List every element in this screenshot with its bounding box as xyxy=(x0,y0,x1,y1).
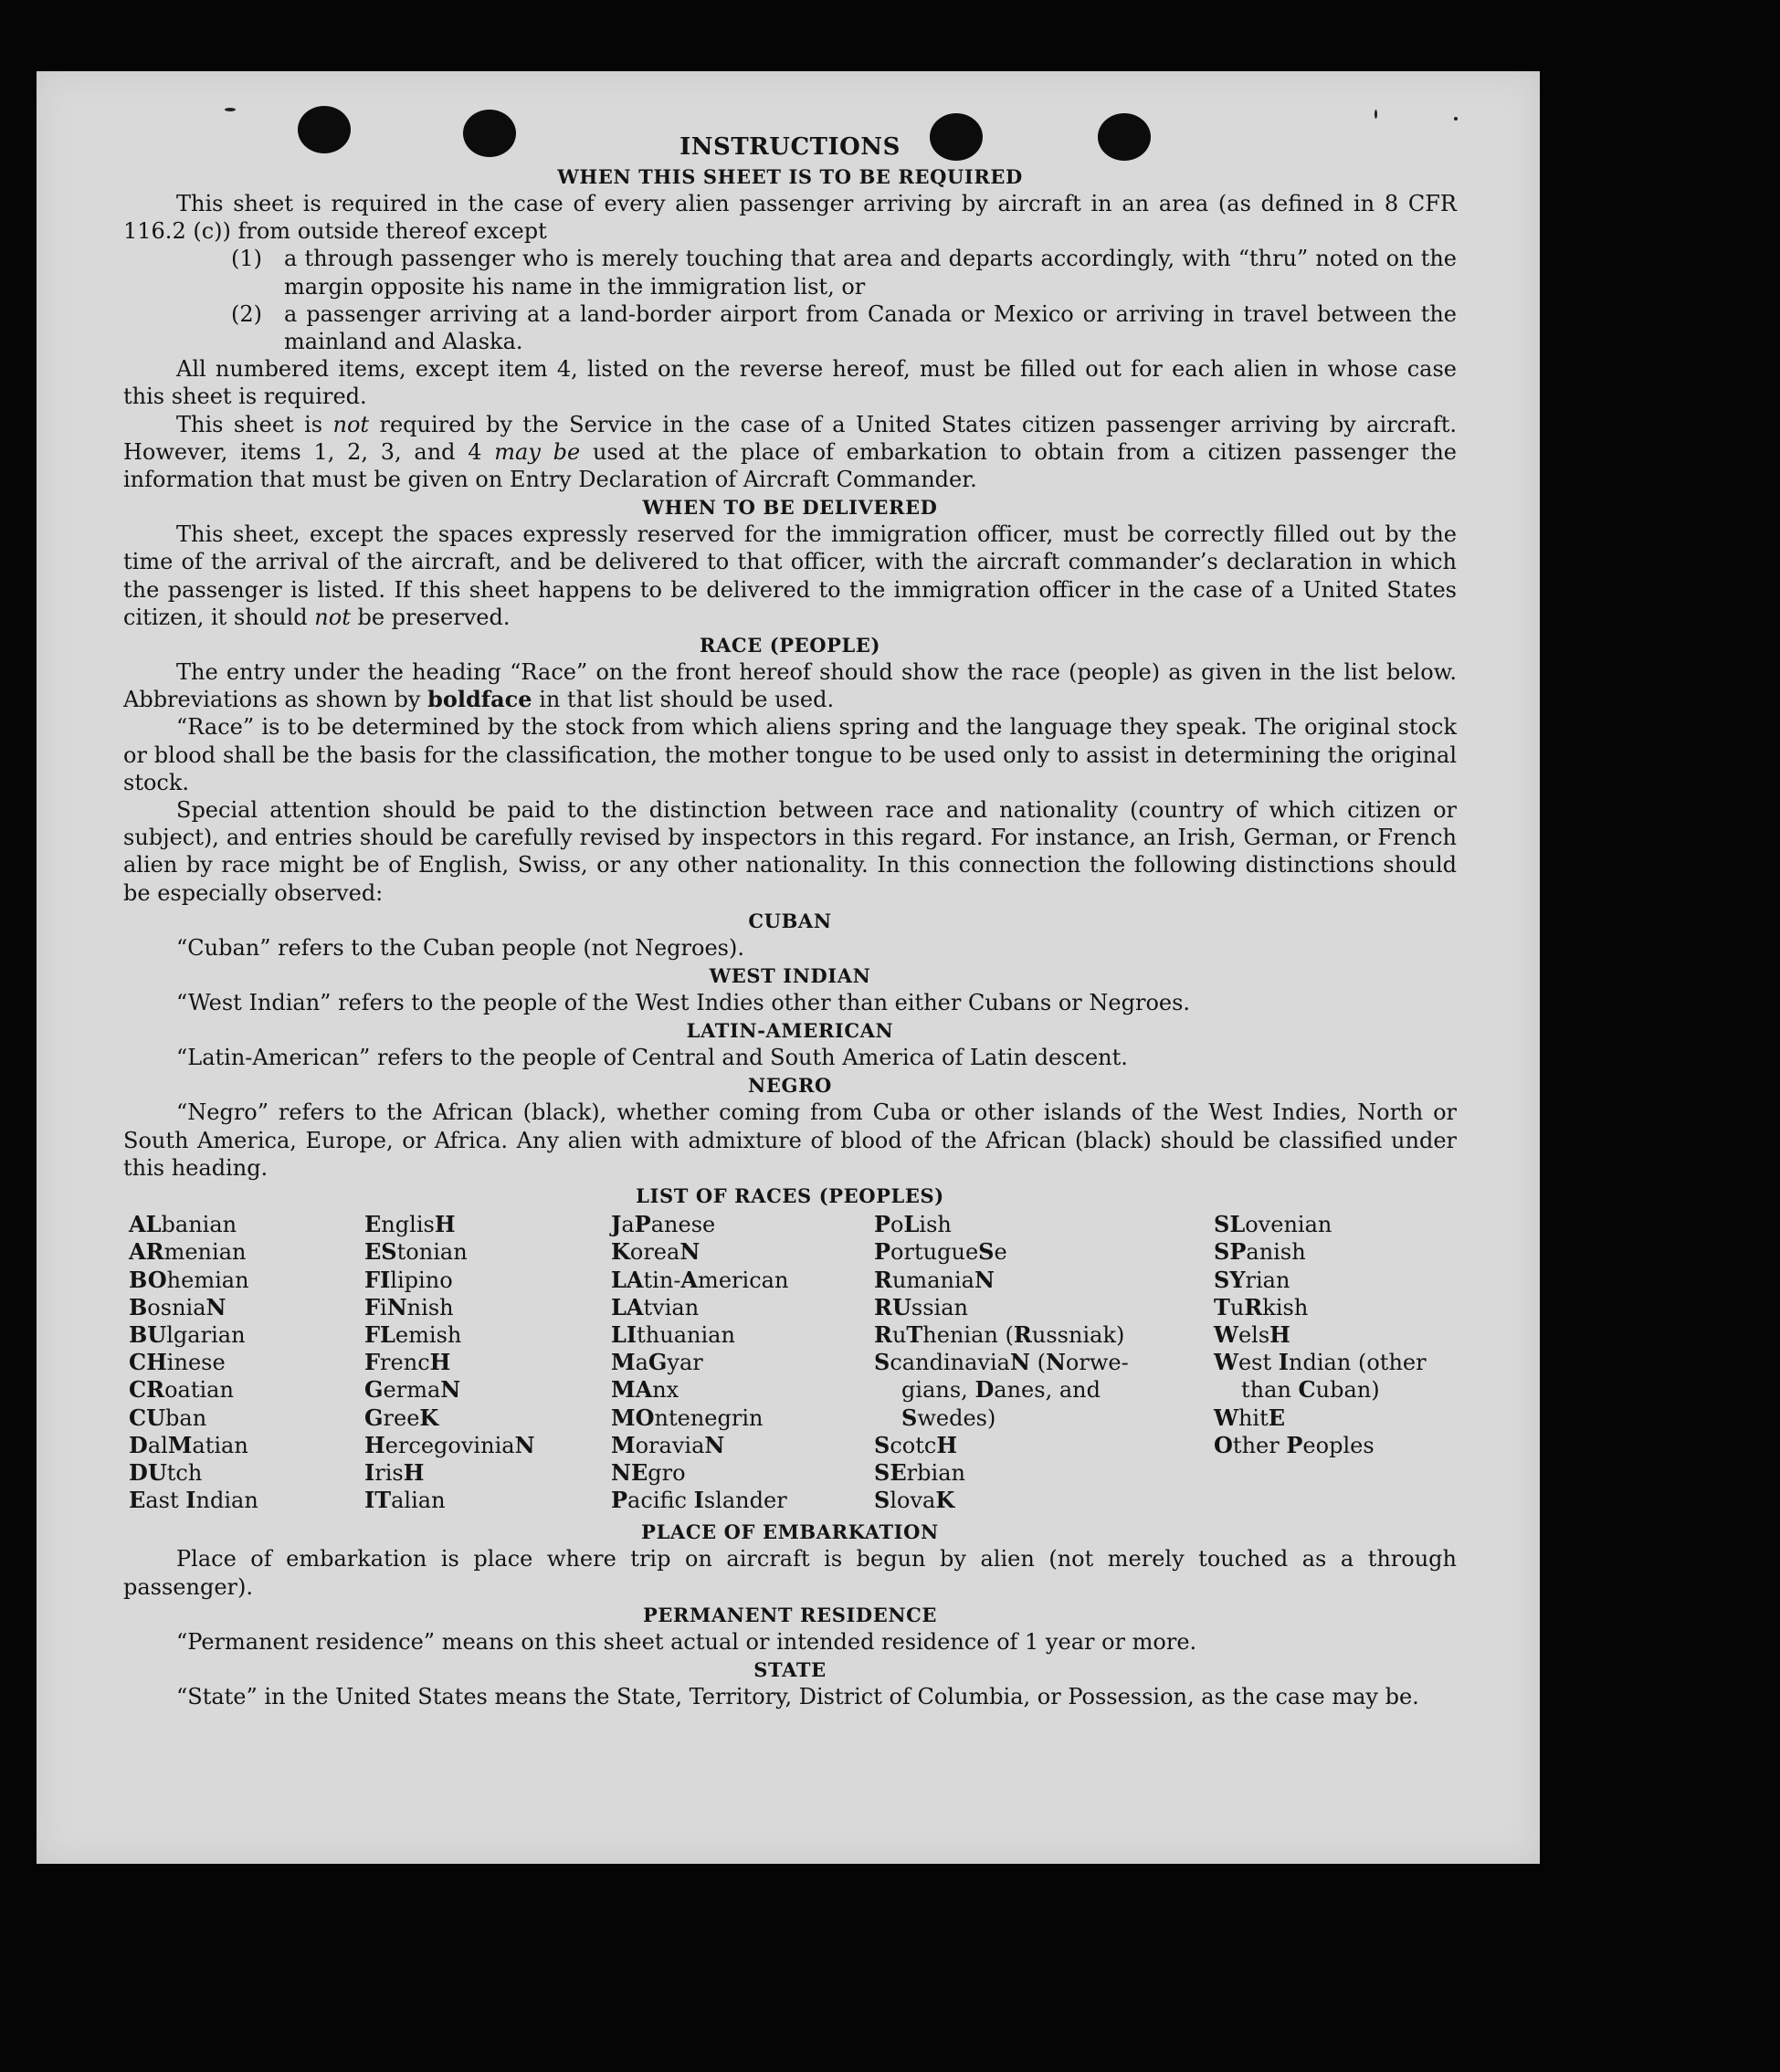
race-entry: TuRkish xyxy=(1214,1293,1309,1320)
heading-negro: NEGRO xyxy=(748,1074,832,1098)
item-text: a passenger arriving at a land-border airport from Canada or Mexico or arriving in travel between the mainland and Alaska. xyxy=(284,300,1457,355)
race-entry: Pacifc Islander xyxy=(611,1487,787,1514)
race-entry: GermaN xyxy=(364,1376,461,1404)
race-entry: GreeK xyxy=(364,1404,439,1431)
race-entry: ScotcH xyxy=(874,1431,958,1458)
race-column xyxy=(1214,1211,1453,1514)
definition: “West Indian” refers to the people of the West Indies other than either Cubans or Negroes. xyxy=(176,990,1191,1016)
race-entry: MAnx xyxy=(611,1376,679,1404)
heading-west-indian: WEST INDIAN xyxy=(709,964,871,988)
definition: “Negro” refers to the African (black), whether coming from Cuba or other islands of the West Indies, North or South America, Europe, or Africa. Any alien with admixture of blood of the African (black) should be classified under this heading. xyxy=(123,1099,1457,1181)
paragraph xyxy=(123,521,1457,631)
exceptions-list xyxy=(123,245,1457,355)
definition: “State” in the United States means the State, Territory, District of Columbia, or Possession, as the case may be. xyxy=(176,1683,1419,1709)
race-entry: FiNnish xyxy=(364,1293,454,1320)
race-entry: RumaniaN xyxy=(874,1266,995,1293)
heading-when-delivered: WHEN TO BE DELIVERED xyxy=(642,496,938,520)
emphasis-not: not xyxy=(314,604,351,630)
heading-when-required: WHEN THIS SHEET IS TO BE REQUIRED xyxy=(557,165,1023,188)
text-run: This sheet, except the spaces expressly reserved for the immigration officer, must be correctly filled out by the time of the arrival of the aircraft, and be delivered to that officer, with the aircraft commander’s declaration in which the passenger is listed. If this sheet happens to be delivered to the immigration officer in the case of a United States citizen, it should xyxy=(123,521,1457,630)
paragraph: This sheet is required in the case of every alien passenger arriving by aircraft in an area (as defined in 8 CFR 116.2 (c)) from outside thereof except xyxy=(123,191,1457,245)
emphasis-not: not xyxy=(332,411,370,437)
race-entry: ScandinaviaN (Norwe- xyxy=(874,1349,1129,1376)
race-entry: Swedes) xyxy=(901,1404,996,1431)
paragraph xyxy=(123,411,1457,494)
race-column xyxy=(611,1211,874,1514)
race-entry: LAtvian xyxy=(611,1293,700,1320)
race-entry: SLovenian xyxy=(1214,1211,1332,1238)
race-entry: BosniaN xyxy=(129,1293,226,1320)
document-sheet xyxy=(37,71,1540,1864)
race-entry: LIthuanian xyxy=(611,1320,735,1348)
heading-cuban: CUBAN xyxy=(748,909,832,932)
definition: “Permanent residence” means on this sheet actual or intended residence of 1 year or more. xyxy=(176,1628,1197,1655)
race-list xyxy=(123,1211,1457,1514)
race-entry: Other Peoples xyxy=(1214,1431,1374,1458)
race-entry: RuThenian (Russniak) xyxy=(874,1320,1125,1348)
race-entry: East Indian xyxy=(129,1487,258,1514)
race-entry: ALbanian xyxy=(129,1211,237,1238)
race-entry: DUtch xyxy=(129,1458,203,1486)
text-run: The entry under the heading “Race” on the front hereof should show the race (people) as given in the list below. Abbreviations as shown by xyxy=(123,659,1457,713)
race-entry: SErbian xyxy=(874,1458,965,1486)
race-entry: PoLish xyxy=(874,1211,952,1238)
text-run: be preserved. xyxy=(350,604,511,630)
race-entry: SYrian xyxy=(1214,1266,1290,1293)
race-entry: DalMatian xyxy=(129,1431,248,1458)
emphasis-boldface: boldface xyxy=(427,686,532,713)
race-entry: SlovaK xyxy=(874,1487,955,1514)
race-entry: FrencH xyxy=(364,1349,451,1376)
paper-speck xyxy=(1454,117,1458,121)
item-number: (1) xyxy=(231,246,262,272)
instructions-content xyxy=(123,131,1457,1710)
paragraph: Special attention should be paid to the distinction between race and nationality (country of which citizen or subject), and entries should be carefully revised by inspectors in this regard. For instance, an Irish, German, or French alien by race might be of English, Swiss, or any other nationality. In this connection the following distinctions should be especially observed: xyxy=(123,797,1457,906)
race-entry: LAtin-American xyxy=(611,1266,789,1293)
race-entry: KoreaN xyxy=(611,1238,700,1266)
race-entry: FLemish xyxy=(364,1320,462,1348)
race-entry: ITalian xyxy=(364,1487,446,1514)
text-run: in that list should be used. xyxy=(532,687,835,713)
list-item xyxy=(231,300,1457,355)
race-entry: EnglisH xyxy=(364,1211,456,1238)
race-entry: MaGyar xyxy=(611,1349,703,1376)
list-item xyxy=(231,245,1457,300)
text-run: required by the Service in the case of a United States citizen passenger arriving by aircraft. However, items 1, 2, 3, and 4 xyxy=(123,411,1457,465)
paper-speck xyxy=(225,108,236,111)
emphasis-may-be: may be xyxy=(494,438,581,465)
text-run: This sheet is xyxy=(176,411,333,437)
definition: “Latin-American” refers to the people of Central and South America of Latin descent. xyxy=(176,1045,1128,1071)
race-entry: CRoatian xyxy=(129,1376,234,1404)
race-entry: WhitE xyxy=(1214,1404,1286,1431)
race-entry: PortugueSe xyxy=(874,1238,1007,1266)
race-entry: BOhemian xyxy=(129,1266,249,1293)
heading-permanent-residence: PERMANENT RESIDENCE xyxy=(642,1603,938,1626)
item-number: (2) xyxy=(231,300,262,327)
heading-latin-american: LATIN-AMERICAN xyxy=(686,1019,894,1043)
race-entry: gians, Danes, and xyxy=(901,1376,1101,1404)
race-entry: IrisH xyxy=(364,1458,425,1486)
race-entry: EStonian xyxy=(364,1238,468,1266)
race-entry: JaPanese xyxy=(611,1211,716,1238)
race-entry: West Indian (other xyxy=(1214,1349,1427,1376)
race-entry: WelsH xyxy=(1214,1320,1290,1348)
heading-race: RACE (PEOPLE) xyxy=(699,634,881,657)
heading-place-of-embarkation: PLACE OF EMBARKATION xyxy=(641,1520,939,1544)
race-entry: ARmenian xyxy=(129,1238,247,1266)
race-entry: CHinese xyxy=(129,1349,226,1376)
race-entry: NEgro xyxy=(611,1458,686,1486)
race-entry: HercegoviniaN xyxy=(364,1431,535,1458)
race-column xyxy=(364,1211,611,1514)
race-entry: MOntenegrin xyxy=(611,1404,764,1431)
page-title: INSTRUCTIONS xyxy=(679,133,901,161)
race-entry: CUban xyxy=(129,1404,207,1431)
race-entry: MoraviaN xyxy=(611,1431,725,1458)
race-entry: RUssian xyxy=(874,1293,969,1320)
race-entry: FIlipino xyxy=(364,1266,453,1293)
race-column xyxy=(874,1211,1214,1514)
paragraph: All numbered items, except item 4, listed on the reverse hereof, must be filled out for each alien in whose case this sheet is required. xyxy=(123,356,1457,410)
heading-state: STATE xyxy=(753,1657,827,1681)
item-text: a through passenger who is merely touching that area and departs accordingly, with “thru” noted on the margin opposite his name in the immigration list, or xyxy=(284,246,1457,300)
paper-speck xyxy=(1374,110,1377,119)
race-column xyxy=(129,1211,364,1514)
definition: “Cuban” refers to the Cuban people (not Negroes). xyxy=(176,934,744,961)
paragraph: “Race” is to be determined by the stock from which aliens spring and the language they speak. The original stock or blood shall be the basis for the classification, the mother tongue to be used only to assist in determining the original stock. xyxy=(123,714,1457,795)
race-entry: SPanish xyxy=(1214,1238,1306,1266)
definition: Place of embarkation is place where trip on aircraft is begun by alien (not merely touched as a through passenger). xyxy=(123,1546,1457,1600)
paragraph xyxy=(123,658,1457,713)
heading-list-of-races: LIST OF RACES (PEOPLES) xyxy=(636,1184,944,1208)
race-entry: BUlgarian xyxy=(129,1320,246,1348)
race-entry: than Cuban) xyxy=(1241,1376,1380,1404)
text-run: used at the place of embarkation to obtain from a citizen passenger the information that must be given on Entry Declaration of Aircraft Commander. xyxy=(123,438,1458,493)
